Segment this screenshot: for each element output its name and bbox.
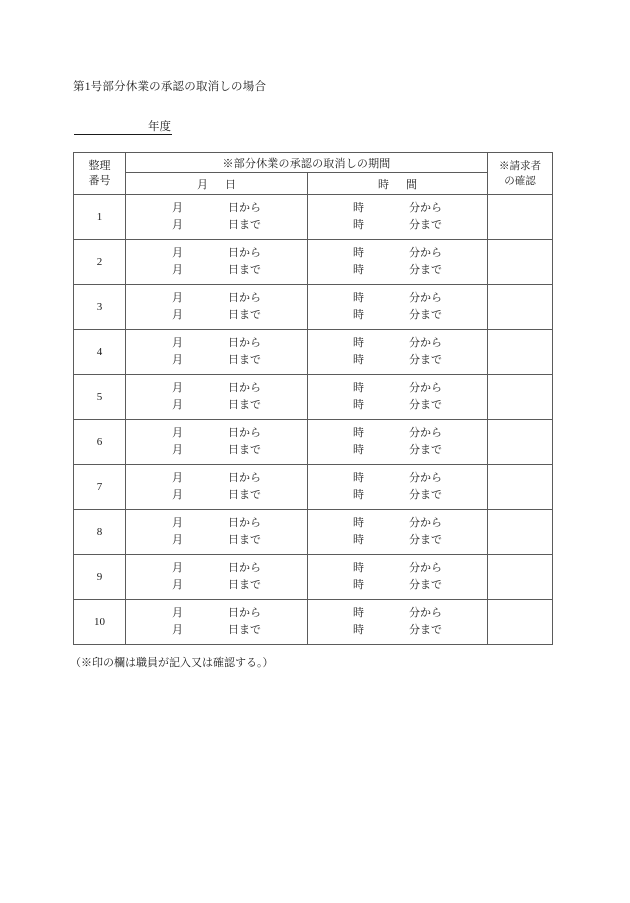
time-range-cell[interactable] — [308, 240, 488, 285]
time-range-cell-to-line — [353, 622, 442, 639]
column-header-number — [74, 153, 126, 195]
date-range-cell[interactable] — [126, 510, 308, 555]
date-range-cell-from-suffix: 日から — [228, 562, 261, 574]
date-range-cell-stack — [126, 560, 307, 594]
column-header-number-line1: 整理 — [88, 159, 111, 172]
time-range-cell-from-line — [353, 245, 442, 262]
table-row — [74, 420, 553, 465]
table-body — [74, 195, 553, 645]
time-range-cell-stack — [308, 560, 487, 594]
time-range-cell-stack — [308, 335, 487, 369]
time-range-cell-from-line — [353, 605, 442, 622]
date-range-cell-from-line — [172, 200, 261, 217]
time-range-cell-stack — [308, 470, 487, 504]
date-range-cell-to-unit: 月 — [172, 309, 183, 321]
date-range-cell-from-suffix: 日から — [228, 472, 261, 484]
date-range-cell-from-suffix: 日から — [228, 337, 261, 349]
row-number: 1 — [74, 195, 126, 240]
date-range-cell-to-suffix: 日まで — [228, 219, 261, 231]
time-range-cell-to-unit: 時 — [353, 444, 364, 456]
date-range-cell-to-suffix: 日まで — [228, 534, 261, 546]
date-range-cell-from-suffix: 日から — [228, 607, 261, 619]
time-range-cell-from-suffix: 分から — [409, 607, 442, 619]
date-range-cell-stack — [126, 245, 307, 279]
table-row — [74, 510, 553, 555]
time-range-cell-to-suffix: 分まで — [409, 534, 442, 546]
date-range-cell-to-suffix: 日まで — [228, 354, 261, 366]
table-row — [74, 330, 553, 375]
date-range-cell-to-line — [172, 352, 261, 369]
date-range-cell[interactable] — [126, 195, 308, 240]
date-range-cell[interactable] — [126, 465, 308, 510]
date-range-cell-to-unit: 月 — [172, 534, 183, 546]
table-row — [74, 240, 553, 285]
date-range-cell-to-suffix: 日まで — [228, 579, 261, 591]
time-range-cell[interactable] — [308, 555, 488, 600]
time-range-cell-from-line — [353, 380, 442, 397]
time-range-cell-to-suffix: 分まで — [409, 579, 442, 591]
time-range-cell-from-unit: 時 — [353, 382, 364, 394]
date-range-cell-to-suffix: 日まで — [228, 624, 261, 636]
row-number: 2 — [74, 240, 126, 285]
date-range-cell-stack — [126, 605, 307, 639]
time-range-cell-to-line — [353, 577, 442, 594]
time-range-cell-to-line — [353, 397, 442, 414]
time-range-cell-from-unit: 時 — [353, 292, 364, 304]
time-range-cell-to-line — [353, 262, 442, 279]
date-range-cell[interactable] — [126, 600, 308, 645]
time-range-cell-from-unit: 時 — [353, 472, 364, 484]
time-range-cell-from-suffix: 分から — [409, 517, 442, 529]
table-row — [74, 555, 553, 600]
column-header-number-line2: 番号 — [88, 174, 111, 187]
date-range-cell-to-line — [172, 217, 261, 234]
table-row — [74, 465, 553, 510]
column-header-date: 月 日 — [126, 173, 308, 195]
time-range-cell-to-suffix: 分まで — [409, 354, 442, 366]
page-title: 第1号部分休業の承認の取消しの場合 — [73, 81, 267, 93]
time-range-cell-from-suffix: 分から — [409, 427, 442, 439]
date-range-cell-to-line — [172, 487, 261, 504]
time-range-cell-from-line — [353, 290, 442, 307]
time-range-cell-to-line — [353, 487, 442, 504]
time-range-cell-to-suffix: 分まで — [409, 624, 442, 636]
confirmation-cell[interactable] — [488, 465, 553, 510]
confirmation-cell[interactable] — [488, 420, 553, 465]
column-header-confirmation-line2: の確認 — [504, 175, 536, 187]
time-range-cell-to-unit: 時 — [353, 489, 364, 501]
date-range-cell-to-line — [172, 577, 261, 594]
time-range-cell-to-unit: 時 — [353, 579, 364, 591]
time-range-cell-to-suffix: 分まで — [409, 309, 442, 321]
table-header-row-1 — [74, 153, 553, 173]
date-range-cell-from-unit: 月 — [172, 562, 183, 574]
date-range-cell-from-suffix: 日から — [228, 247, 261, 259]
date-range-cell[interactable] — [126, 330, 308, 375]
date-range-cell-to-unit: 月 — [172, 219, 183, 231]
footnote: （※印の欄は職員が記入又は確認する。） — [70, 657, 274, 669]
time-range-cell-stack — [308, 380, 487, 414]
date-range-cell-from-unit: 月 — [172, 292, 183, 304]
time-range-cell[interactable] — [308, 465, 488, 510]
column-header-confirmation — [488, 153, 553, 195]
column-header-time: 時 間 — [308, 173, 488, 195]
date-range-cell-from-line — [172, 380, 261, 397]
date-range-cell-from-suffix: 日から — [228, 202, 261, 214]
date-range-cell-from-unit: 月 — [172, 247, 183, 259]
time-range-cell-from-unit: 時 — [353, 517, 364, 529]
date-range-cell-from-unit: 月 — [172, 202, 183, 214]
time-range-cell-to-unit: 時 — [353, 624, 364, 636]
date-range-cell-to-unit: 月 — [172, 579, 183, 591]
date-range-cell-to-line — [172, 397, 261, 414]
date-range-cell-from-line — [172, 245, 261, 262]
fiscal-year-line — [74, 120, 172, 135]
date-range-cell-from-unit: 月 — [172, 337, 183, 349]
confirmation-cell[interactable] — [488, 600, 553, 645]
date-range-cell-from-line — [172, 425, 261, 442]
time-range-cell-to-suffix: 分まで — [409, 264, 442, 276]
time-range-cell[interactable] — [308, 330, 488, 375]
time-range-cell-to-line — [353, 352, 442, 369]
time-range-cell-from-line — [353, 335, 442, 352]
date-range-cell[interactable] — [126, 420, 308, 465]
date-range-cell-to-line — [172, 532, 261, 549]
date-range-cell-from-line — [172, 290, 261, 307]
date-range-cell-to-suffix: 日まで — [228, 444, 261, 456]
date-range-cell-from-unit: 月 — [172, 607, 183, 619]
date-range-cell-to-unit: 月 — [172, 624, 183, 636]
time-range-cell-from-suffix: 分から — [409, 292, 442, 304]
time-range-cell-from-line — [353, 200, 442, 217]
time-range-cell-from-suffix: 分から — [409, 247, 442, 259]
date-range-cell-to-unit: 月 — [172, 264, 183, 276]
time-range-cell[interactable] — [308, 600, 488, 645]
time-range-cell[interactable] — [308, 195, 488, 240]
fiscal-year-label: 年度 — [148, 121, 171, 133]
time-range-cell-from-unit: 時 — [353, 607, 364, 619]
table-row — [74, 375, 553, 420]
time-range-cell-from-suffix: 分から — [409, 382, 442, 394]
date-range-cell-from-line — [172, 560, 261, 577]
row-number: 10 — [74, 600, 126, 645]
date-range-cell-to-unit: 月 — [172, 354, 183, 366]
date-range-cell-to-suffix: 日まで — [228, 309, 261, 321]
time-range-cell-to-unit: 時 — [353, 219, 364, 231]
date-range-cell-stack — [126, 470, 307, 504]
date-range-cell-from-unit: 月 — [172, 427, 183, 439]
time-range-cell-from-suffix: 分から — [409, 562, 442, 574]
time-range-cell-from-line — [353, 425, 442, 442]
time-range-cell-stack — [308, 605, 487, 639]
date-range-cell-from-suffix: 日から — [228, 427, 261, 439]
date-range-cell-from-line — [172, 335, 261, 352]
time-range-cell[interactable] — [308, 375, 488, 420]
date-range-cell-from-unit: 月 — [172, 517, 183, 529]
date-range-cell-from-suffix: 日から — [228, 382, 261, 394]
table-row — [74, 600, 553, 645]
date-range-cell-to-suffix: 日まで — [228, 399, 261, 411]
date-range-cell-to-line — [172, 307, 261, 324]
time-range-cell-to-line — [353, 217, 442, 234]
date-range-cell[interactable] — [126, 285, 308, 330]
column-header-period: ※部分休業の承認の取消しの期間 — [126, 153, 488, 173]
table-row — [74, 195, 553, 240]
date-range-cell-to-unit: 月 — [172, 444, 183, 456]
confirmation-cell[interactable] — [488, 510, 553, 555]
time-range-cell-to-unit: 時 — [353, 399, 364, 411]
time-range-cell[interactable] — [308, 510, 488, 555]
table-header — [74, 153, 553, 195]
time-range-cell-to-unit: 時 — [353, 264, 364, 276]
row-number: 5 — [74, 375, 126, 420]
row-number: 8 — [74, 510, 126, 555]
row-number: 9 — [74, 555, 126, 600]
confirmation-cell[interactable] — [488, 330, 553, 375]
date-range-cell-to-suffix: 日まで — [228, 489, 261, 501]
time-range-cell-stack — [308, 245, 487, 279]
date-range-cell-from-suffix: 日から — [228, 292, 261, 304]
time-range-cell-to-unit: 時 — [353, 354, 364, 366]
time-range-cell-stack — [308, 425, 487, 459]
row-number: 4 — [74, 330, 126, 375]
time-range-cell-from-suffix: 分から — [409, 472, 442, 484]
time-range-cell-to-suffix: 分まで — [409, 444, 442, 456]
time-range-cell-from-unit: 時 — [353, 337, 364, 349]
date-range-cell-from-line — [172, 470, 261, 487]
confirmation-cell[interactable] — [488, 195, 553, 240]
time-range-cell-to-line — [353, 307, 442, 324]
time-range-cell-from-line — [353, 470, 442, 487]
time-range-cell-to-suffix: 分まで — [409, 219, 442, 231]
date-range-cell-stack — [126, 335, 307, 369]
date-range-cell-to-line — [172, 442, 261, 459]
column-header-confirmation-line1: ※請求者 — [499, 160, 541, 172]
date-range-cell[interactable] — [126, 375, 308, 420]
date-range-cell-from-unit: 月 — [172, 472, 183, 484]
row-number: 7 — [74, 465, 126, 510]
time-range-cell-to-unit: 時 — [353, 309, 364, 321]
time-range-cell-from-unit: 時 — [353, 427, 364, 439]
date-range-cell[interactable] — [126, 240, 308, 285]
table-row — [74, 285, 553, 330]
confirmation-cell[interactable] — [488, 240, 553, 285]
row-number: 3 — [74, 285, 126, 330]
date-range-cell-stack — [126, 380, 307, 414]
time-range-cell-from-suffix: 分から — [409, 202, 442, 214]
date-range-cell-to-line — [172, 622, 261, 639]
date-range-cell-stack — [126, 425, 307, 459]
time-range-cell-to-line — [353, 442, 442, 459]
confirmation-cell[interactable] — [488, 375, 553, 420]
time-range-cell-from-line — [353, 515, 442, 532]
row-number: 6 — [74, 420, 126, 465]
date-range-cell-to-suffix: 日まで — [228, 264, 261, 276]
time-range-cell[interactable] — [308, 420, 488, 465]
time-range-cell-from-unit: 時 — [353, 202, 364, 214]
date-range-cell-from-line — [172, 605, 261, 622]
time-range-cell-from-suffix: 分から — [409, 337, 442, 349]
leave-cancellation-table — [73, 152, 553, 645]
date-range-cell-stack — [126, 290, 307, 324]
time-range-cell-to-unit: 時 — [353, 534, 364, 546]
time-range-cell-to-suffix: 分まで — [409, 399, 442, 411]
date-range-cell[interactable] — [126, 555, 308, 600]
date-range-cell-to-line — [172, 262, 261, 279]
time-range-cell-to-line — [353, 532, 442, 549]
table-header-row-2 — [74, 173, 553, 195]
time-range-cell-from-line — [353, 560, 442, 577]
date-range-cell-from-line — [172, 515, 261, 532]
date-range-cell-from-unit: 月 — [172, 382, 183, 394]
time-range-cell[interactable] — [308, 285, 488, 330]
time-range-cell-stack — [308, 290, 487, 324]
confirmation-cell[interactable] — [488, 555, 553, 600]
date-range-cell-to-unit: 月 — [172, 399, 183, 411]
time-range-cell-to-suffix: 分まで — [409, 489, 442, 501]
confirmation-cell[interactable] — [488, 285, 553, 330]
fiscal-year-input[interactable] — [74, 120, 146, 135]
date-range-cell-to-unit: 月 — [172, 489, 183, 501]
date-range-cell-stack — [126, 515, 307, 549]
time-range-cell-stack — [308, 200, 487, 234]
time-range-cell-from-unit: 時 — [353, 247, 364, 259]
time-range-cell-from-unit: 時 — [353, 562, 364, 574]
date-range-cell-stack — [126, 200, 307, 234]
date-range-cell-from-suffix: 日から — [228, 517, 261, 529]
time-range-cell-stack — [308, 515, 487, 549]
